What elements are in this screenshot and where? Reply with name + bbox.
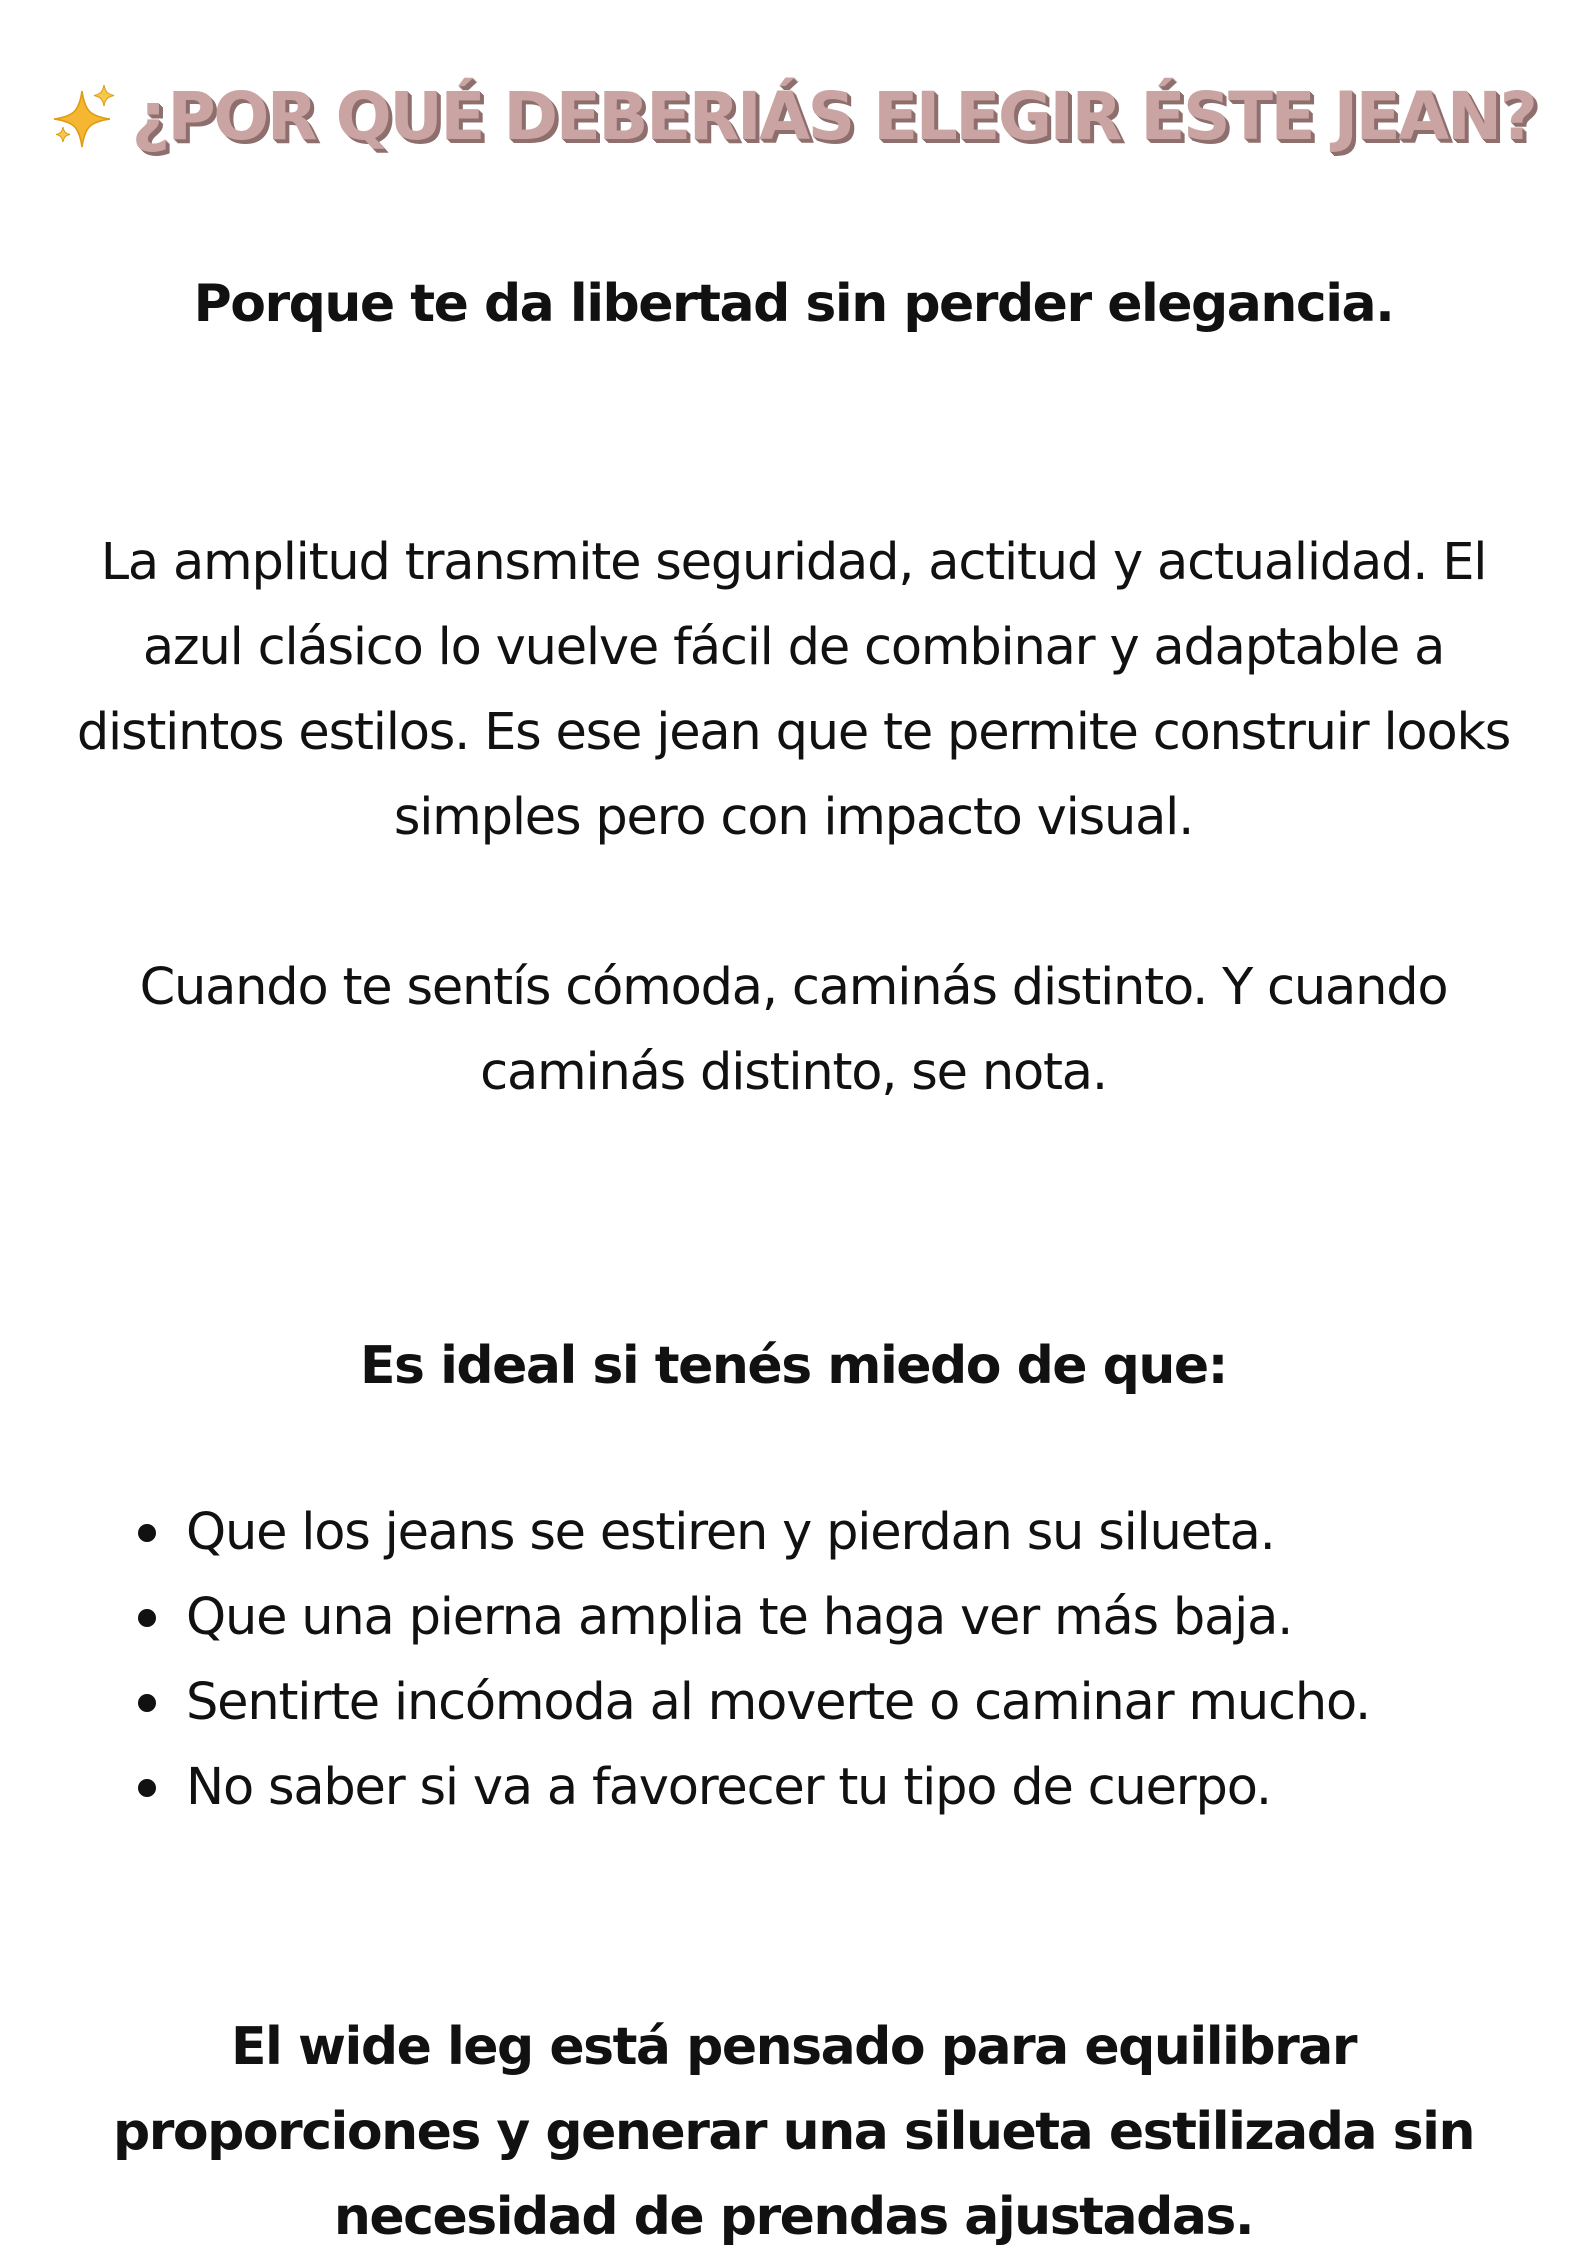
page-title — [0, 72, 1587, 162]
bullet-dot — [138, 1779, 156, 1797]
fears-list — [138, 1490, 1370, 1830]
list-item-text: Que una pierna amplia te haga ver más baja. — [186, 1588, 1293, 1647]
bullet-dot — [138, 1609, 156, 1627]
bullet-dot — [138, 1694, 156, 1712]
list-item — [138, 1745, 1370, 1830]
bullet-dot — [138, 1524, 156, 1542]
list-item — [138, 1575, 1370, 1660]
list-item — [138, 1660, 1370, 1745]
fears-heading: Es ideal si tenés miedo de que: — [360, 1336, 1227, 1396]
subtitle: Porque te da libertad sin perder elegancia. — [193, 274, 1394, 334]
paragraph-comfort: Cuando te sentís cómoda, caminás distinto. Y cuando caminás distinto, se nota. — [139, 958, 1448, 1102]
page-title-text: ¿POR QUÉ DEBERIÁS ELEGIR ÉSTE JEAN? — [131, 78, 1536, 155]
list-item-text: No saber si va a favorecer tu tipo de cuerpo. — [186, 1758, 1271, 1817]
paragraph-benefits: La amplitud transmite seguridad, actitud y actualidad. El azul clásico lo vuelve fácil de combinar y adaptable a distintos estilos. Es ese jean que te permite construir looks simples pero con impacto visual. — [76, 533, 1511, 847]
list-item — [138, 1490, 1370, 1575]
closing-statement: El wide leg está pensado para equilibrar proporciones y generar una silueta estilizada sin necesidad de prendas ajustadas. — [113, 2017, 1474, 2247]
sparkles-icon — [52, 83, 118, 149]
list-item-text: Sentirte incómoda al moverte o caminar mucho. — [186, 1673, 1371, 1732]
list-item-text: Que los jeans se estiren y pierdan su silueta. — [186, 1503, 1275, 1562]
